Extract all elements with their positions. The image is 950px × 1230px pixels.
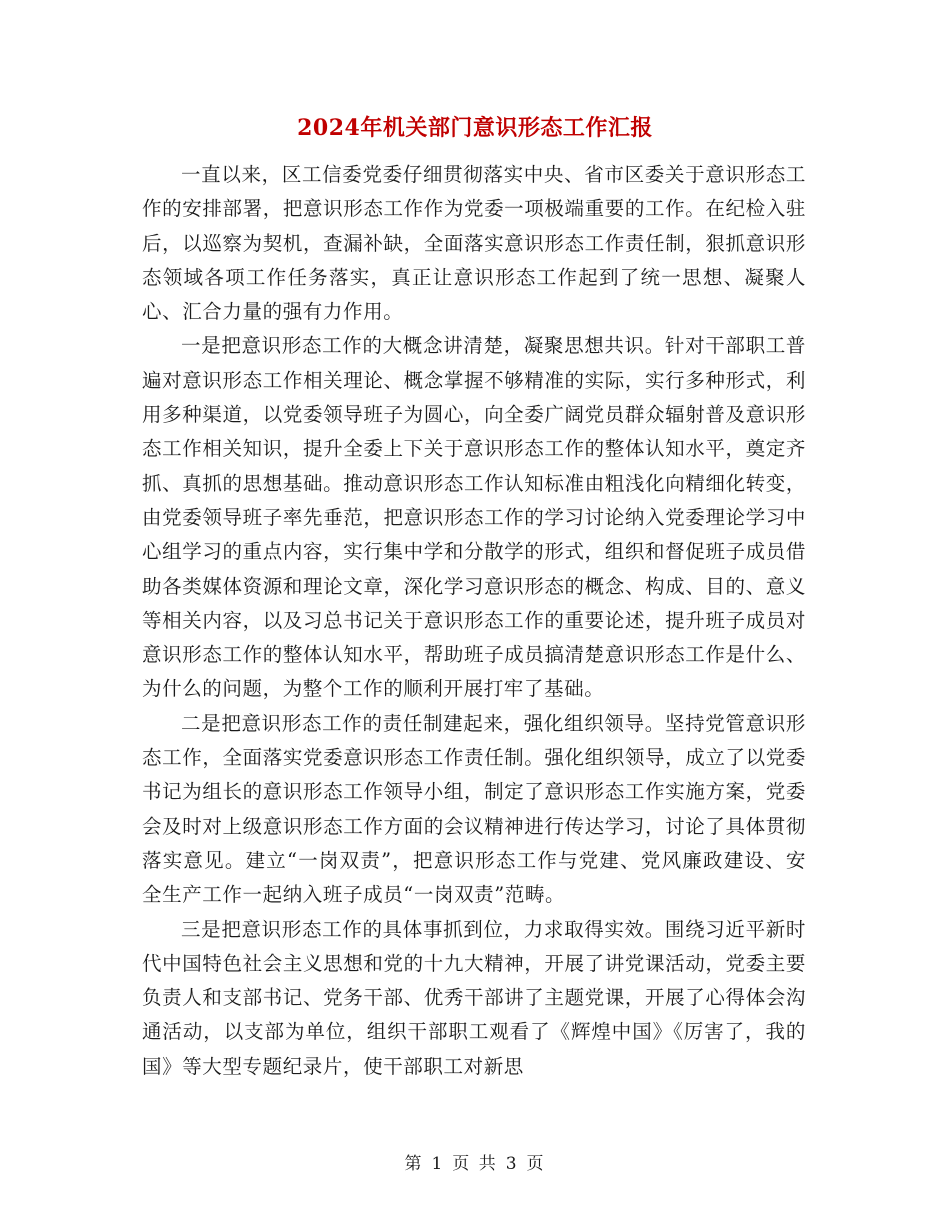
body-paragraph-point-three: 三是把意识形态工作的具体事抓到位，力求取得实效。围绕习近平新时代中国特色社会主义思想和党的十九大精神，开展了讲党课活动，党委主要负责人和支部书记、党务干部、优秀干部讲了主题党课，开展了心得体会沟通活动，以支部为单位，组织干部职工观看了《辉煌中国》《厉害了，我的国》等大型专题纪录片，使干部职工对新思 xyxy=(142,917,806,1078)
footer-prefix: 第 xyxy=(404,1154,424,1174)
footer-page-number: 1 xyxy=(431,1154,445,1174)
body-paragraph-point-two: 二是把意识形态工作的责任制建起来，强化组织领导。坚持党管意识形态工作，全面落实党委意识形态工作责任制。强化组织领导，成立了以党委书记为组长的意识形态工作领导小组，制定了意识形态工作实施方案，党委会及时对上级意识形态工作方面的会议精神进行传达学习，讨论了具体贯彻落实意见。建立“一岗双责”，把意识形态工作与党建、党风廉政建设、安全生产工作一起纳入班子成员“一岗双责”范畴。 xyxy=(142,711,806,907)
document-title: 2024年机关部门意识形态工作汇报 xyxy=(297,115,653,141)
footer-middle: 页 共 xyxy=(452,1154,498,1174)
page-footer xyxy=(0,1153,950,1175)
footer-total-pages: 3 xyxy=(505,1154,519,1174)
footer-suffix: 页 xyxy=(526,1154,546,1174)
body-paragraph-point-one: 一是把意识形态工作的大概念讲清楚，凝聚思想共识。针对干部职工普遍对意识形态工作相关理论、概念掌握不够精准的实际，实行多种形式，利用多种渠道，以党委领导班子为圆心，向全委广阔党员群众辐射普及意识形态工作相关知识，提升全委上下关于意识形态工作的整体认知水平，奠定齐抓、真抓的思想基础。推动意识形态工作认知标准由粗浅化向精细化转变，由党委领导班子率先垂范，把意识形态工作的学习讨论纳入党委理论学习中心组学习的重点内容，实行集中学和分散学的形式，组织和督促班子成员借助各类媒体资源和理论文章，深化学习意识形态的概念、构成、目的、意义等相关内容，以及习总书记关于意识形态工作的重要论述，提升班子成员对意识形态工作的整体认知水平，帮助班子成员搞清楚意识形态工作是什么、为什么的问题，为整个工作的顺利开展打牢了基础。 xyxy=(142,334,806,701)
document-body xyxy=(142,158,806,1084)
body-paragraph-intro: 一直以来，区工信委党委仔细贯彻落实中央、省市区委关于意识形态工作的安排部署，把意识形态工作作为党委一项极端重要的工作。在纪检入驻后，以巡察为契机，查漏补缺，全面落实意识形态工作责任制，狠抓意识形态领域各项工作任务落实，真正让意识形态工作起到了统一思想、凝聚人心、汇合力量的强有力作用。 xyxy=(142,163,806,324)
